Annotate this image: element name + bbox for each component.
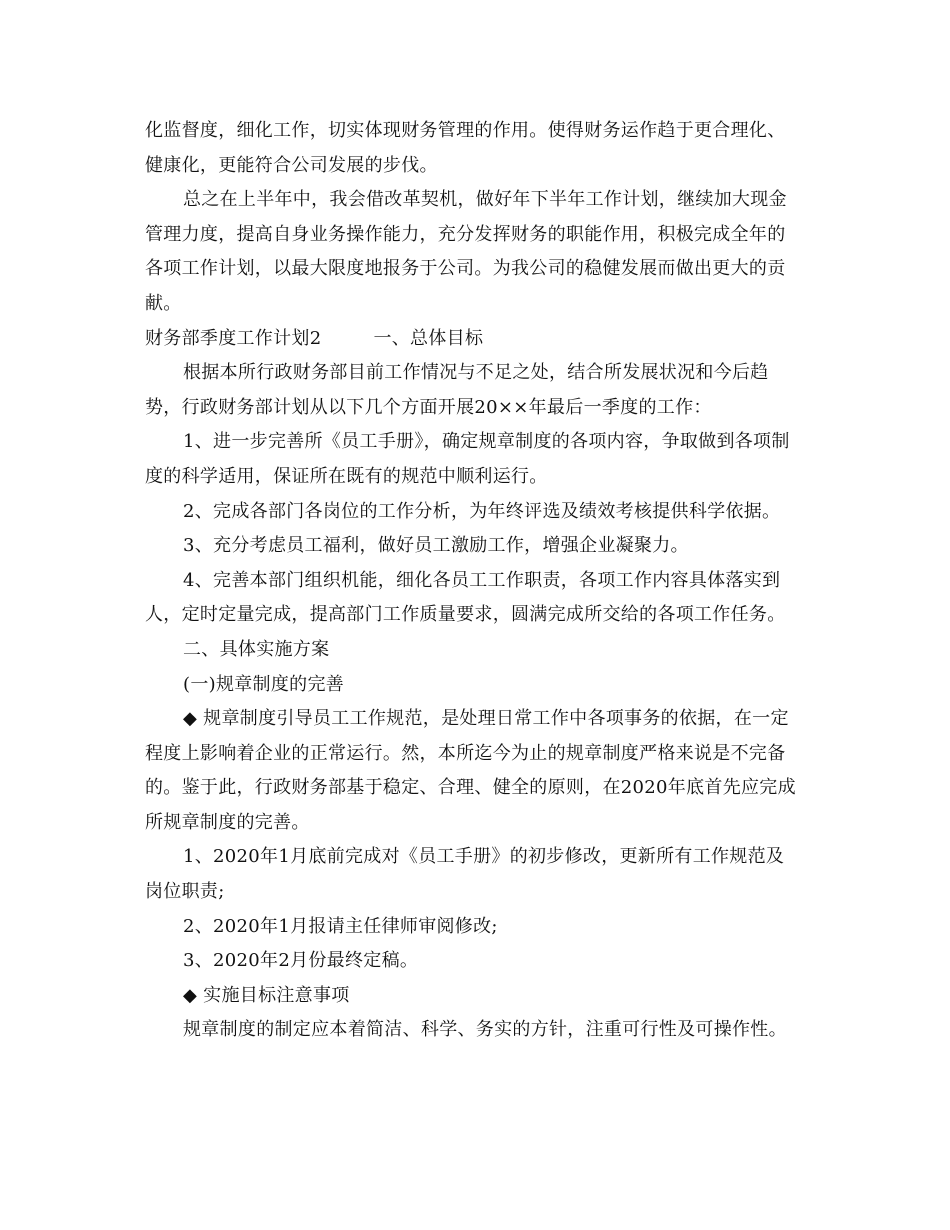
- text-line: 健康化，更能符合公司发展的步伐。: [145, 154, 438, 176]
- section-heading: 二、具体实施方案: [183, 638, 330, 660]
- text-line: 2、完成各部门各岗位的工作分析，为年终评选及绩效考核提供科学依据。: [183, 500, 781, 522]
- section-heading-line: [145, 322, 810, 357]
- section-heading: 一、总体目标: [373, 327, 484, 349]
- bullet-line: ◆ 规章制度引导员工工作规范，是处理日常工作中各项事务的依据，在一定: [183, 708, 789, 730]
- text-line: 4、完善本部门组织机能，细化各员工工作职责，各项工作内容具体落实到: [183, 569, 781, 591]
- text-line: 3、充分考虑员工福利，做好员工激励工作，增强企业凝聚力。: [183, 535, 689, 557]
- text-line: 献。: [145, 292, 182, 314]
- text-line: 的。鉴于此，行政财务部基于稳定、合理、健全的原则，在2020年底首先应完成: [145, 777, 796, 799]
- subsection-heading: (一)规章制度的完善: [183, 673, 345, 695]
- text-line: 各项工作计划，以最大限度地报务于公司。为我公司的稳健发展而做出更大的贡: [145, 258, 786, 280]
- document-title: 财务部季度工作计划2: [145, 327, 322, 349]
- text-line: 总之在上半年中，我会借改革契机，做好年下半年工作计划，继续加大现金: [183, 189, 787, 211]
- document-body: [145, 114, 810, 1048]
- text-line: 程度上影响着企业的正常运行。然，本所迄今为止的规章制度严格来说是不完备: [145, 742, 786, 764]
- bullet-line: ◆ 实施目标注意事项: [183, 984, 350, 1006]
- text-line: 所规章制度的完善。: [145, 811, 310, 833]
- text-line: 2、2020年1月报请主任律师审阅修改;: [183, 915, 498, 937]
- text-line: 岗位职责;: [145, 881, 225, 903]
- text-line: 3、2020年2月份最终定稿。: [183, 950, 419, 972]
- text-line: 管理力度，提高自身业务操作能力，充分发挥财务的职能作用，积极完成全年的: [145, 223, 786, 245]
- text-line: 根据本所行政财务部目前工作情况与不足之处，结合所发展状况和今后趋: [183, 362, 769, 384]
- text-line: 人，定时定量完成，提高部门工作质量要求，圆满完成所交给的各项工作任务。: [145, 604, 786, 626]
- text-line: 度的科学适用，保证所在既有的规范中顺利运行。: [145, 465, 548, 487]
- text-line: 1、2020年1月底前完成对《员工手册》的初步修改，更新所有工作规范及: [183, 846, 785, 868]
- text-line: 规章制度的制定应本着简洁、科学、务实的方针，注重可行性及可操作性。: [183, 1019, 787, 1041]
- text-line: 1、进一步完善所《员工手册》，确定规章制度的各项内容，争取做到各项制: [183, 431, 790, 453]
- text-line: 化监督度，细化工作，切实体现财务管理的作用。使得财务运作趋于更合理化、: [145, 120, 786, 141]
- text-line: 势，行政财务部计划从以下几个方面开展20××年最后一季度的工作：: [145, 396, 712, 418]
